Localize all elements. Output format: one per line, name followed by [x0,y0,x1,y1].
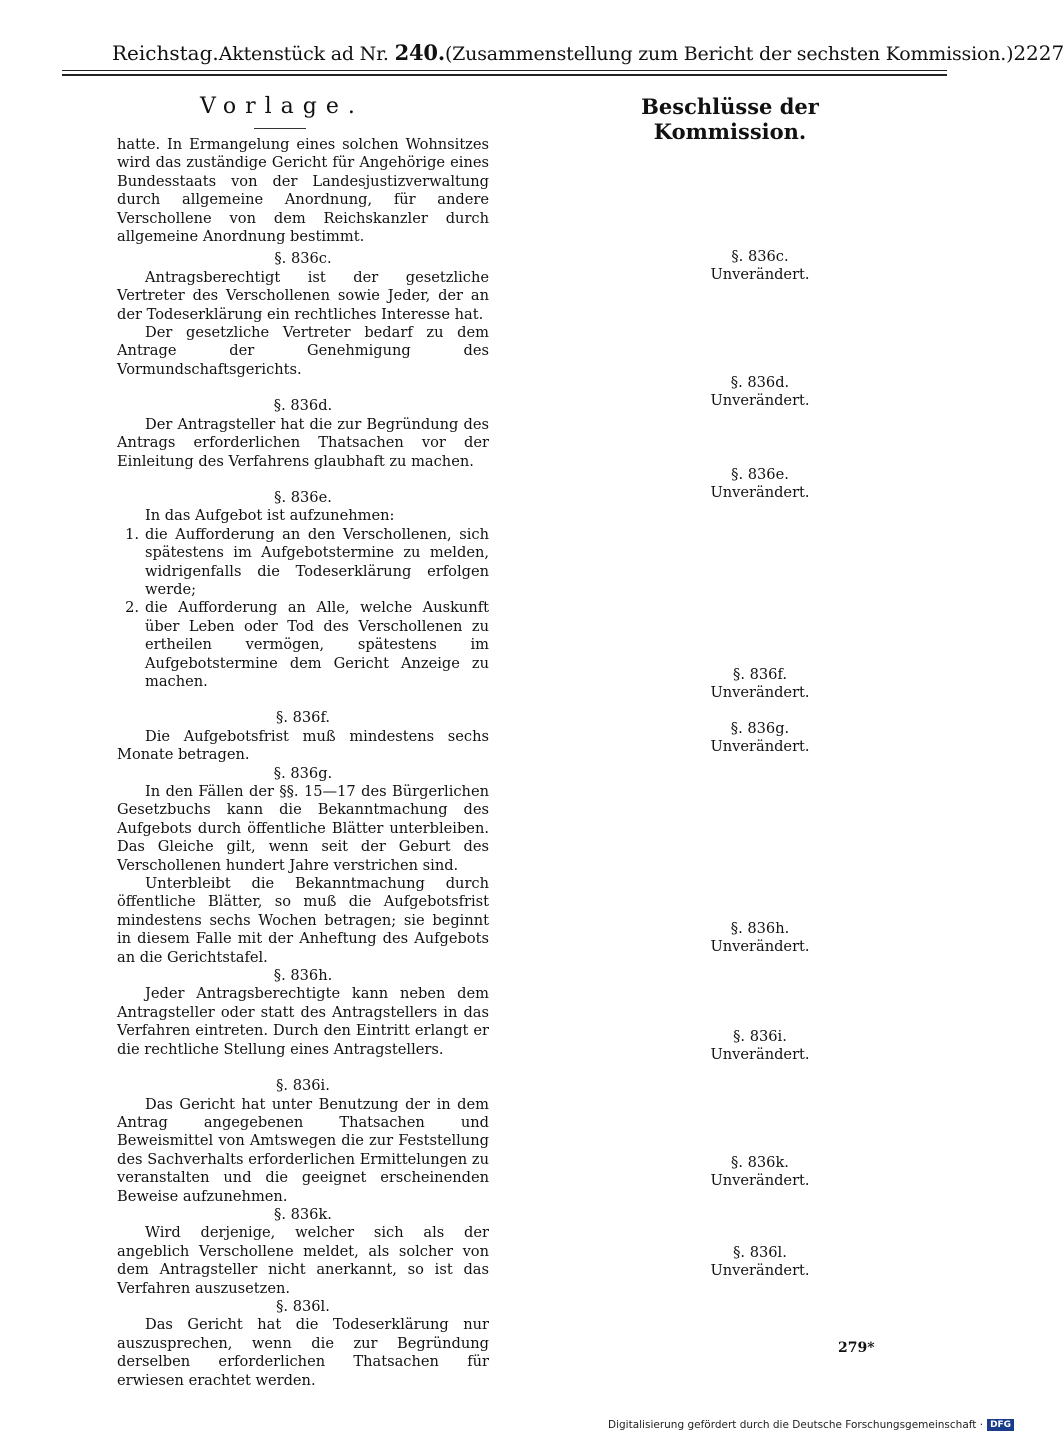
section-836h-paragraph-1: Jeder Antragsberechtigte kann neben dem Antragsteller oder statt des Antragstellers in das Verfahren eintreten. Durch den Eintritt erlangt er die rechtliche Stellung eines Antragstellers. [117,985,489,1058]
section-836k-heading: §. 836k. [274,1205,332,1223]
right-column-title: Beschlüsse der Kommission. [641,94,819,144]
sheet-marker: 279* [838,1340,875,1356]
right-entry-text: Unverändert. [710,1262,810,1280]
section-836h-heading: §. 836h. [273,967,333,985]
right-entry-836h [690,920,830,957]
right-entry-text: Unverändert. [710,1172,810,1190]
right-entry-text: Unverändert. [710,392,810,410]
right-entry-text: Unverändert. [710,738,810,756]
section-836c-heading: §. 836c. [274,250,332,268]
right-entry-heading: §. 836d. [730,374,790,391]
list-item-text: die Aufforderung an Alle, welche Auskunft über Leben oder Tod des Verschollenen zu ertheilen vermögen, spätestens im Aufgebotstermine dem Gericht Anzeige zu machen. [145,599,489,690]
header-rule-thin [62,70,947,71]
section-836g-paragraph-2: Unterbleibt die Bekanntmachung durch öffentliche Blätter, so muß die Aufgebotsfrist mindestens sechs Wochen betragen; sie beginnt in diesem Falle mit der Anheftung des Aufgebots an die Gerichtstafel. [117,875,489,966]
section-836e-paragraph-1: In das Aufgebot ist aufzunehmen: [145,507,395,525]
section-836f-paragraph-1: Die Aufgebotsfrist muß mindestens sechs Monate betragen. [117,727,489,764]
section-836e-list-item-1 [117,526,489,600]
dfg-logo-icon: DFG [987,1419,1014,1431]
right-entry-heading: §. 836i. [733,1028,787,1045]
left-column-title: Vorlage. [200,94,364,119]
section-836g-paragraph-1: In den Fällen der §§. 15—17 des Bürgerlichen Gesetzbuchs kann die Bekanntmachung des Aufgebots durch öffentliche Blätter unterbleiben. Das Gleiche gilt, wenn seit der Geburt des Verschollenen hundert Jahre verstrichen sind. [117,783,489,874]
right-entry-heading: §. 836f. [733,666,787,683]
right-entry-836k [690,1154,830,1191]
section-836e-heading: §. 836e. [274,488,332,506]
header-document-number: 240. [394,40,445,65]
left-column-text [117,136,489,1390]
section-836l-paragraph-1: Das Gericht hat die Todeserklärung nur auszusprechen, wenn die zur Begründung derselben erforderlichen Thatsachen für erwiesen erachtet werden. [117,1316,489,1389]
running-header [112,40,1064,70]
header-subtitle: (Zusammenstellung zum Bericht der sechsten Kommission.) [444,43,1014,65]
list-item-number: 1. [125,525,139,543]
right-entry-836g [690,720,830,757]
intro-paragraph: hatte. In Ermangelung eines solchen Wohnsitzes wird das zuständige Gericht für Angehörige eines Bundesstaats von der Landesjustizverwaltung durch allgemeine Anordnung, für andere Verschollene von dem Reichskanzler durch allgemeine Anordnung bestimmt. [117,136,489,246]
section-836i-paragraph-1: Das Gericht hat unter Benutzung der in dem Antrag angegebenen Thatsachen und Beweismittel von Amtswegen die zur Feststellung des Sachverhalts erforderlichen Ermittelungen zu veranstalten und die geeignet erscheinenden Beweise aufzunehmen. [117,1095,489,1205]
left-title-rule [254,128,306,129]
list-item-number: 2. [125,599,139,617]
header-chamber: Reichstag. [112,41,219,65]
header-document-ref: Aktenstück ad Nr. [218,43,389,65]
right-entry-text: Unverändert. [710,938,810,956]
right-entry-836l [690,1244,830,1281]
right-entry-text: Unverändert. [710,266,810,284]
right-entry-836f [690,666,830,703]
section-836g-heading: §. 836g. [273,764,333,782]
credit-text: Digitalisierung gefördert durch die Deutsche Forschungsgemeinschaft · [608,1419,984,1431]
right-entry-836d [690,374,830,411]
digitization-credit [608,1419,1014,1431]
section-836e-list-item-2 [117,599,489,691]
right-entry-heading: §. 836c. [731,248,789,265]
header-page-number: 2227 [1013,41,1064,65]
right-entry-text: Unverändert. [710,684,810,702]
list-item-text: die Aufforderung an den Verschollenen, sich spätestens im Aufgebotstermine zu melden, widrigenfalls die Todeserklärung erfolgen werde; [145,525,489,598]
header-document [219,40,445,65]
right-entry-text: Unverändert. [710,1046,810,1064]
right-entry-text: Unverändert. [710,484,810,502]
section-836k-paragraph-1: Wird derjenige, welcher sich als der angeblich Verschollene meldet, als solcher von dem Antragsteller nicht anerkannt, so ist das Verfahren auszusetzen. [117,1224,489,1297]
section-836d-paragraph-1: Der Antragsteller hat die zur Begründung des Antrags erforderlichen Thatsachen vor der Einleitung des Verfahrens glaubhaft zu machen. [117,415,489,470]
section-836i-heading: §. 836i. [276,1077,330,1095]
section-836c-paragraph-2: Der gesetzliche Vertreter bedarf zu dem Antrage der Genehmigung des Vormundschaftsgerichts. [117,324,489,378]
right-entry-836c [690,248,830,285]
right-entry-heading: §. 836h. [730,920,790,937]
right-entry-heading: §. 836l. [733,1244,787,1261]
right-entry-836e [690,466,830,503]
section-836f-heading: §. 836f. [276,709,330,727]
section-836l-heading: §. 836l. [276,1297,330,1315]
right-entry-heading: §. 836k. [731,1154,789,1171]
header-rule-thick [62,74,947,76]
right-entry-heading: §. 836g. [730,720,790,737]
section-836d-heading: §. 836d. [273,397,333,415]
right-entry-heading: §. 836e. [731,466,789,483]
right-entry-836i [690,1028,830,1065]
section-836c-paragraph-1: Antragsberechtigt ist der gesetzliche Vertreter des Verschollenen sowie Jeder, der an der Todeserklärung ein rechtliches Interesse hat. [117,268,489,323]
